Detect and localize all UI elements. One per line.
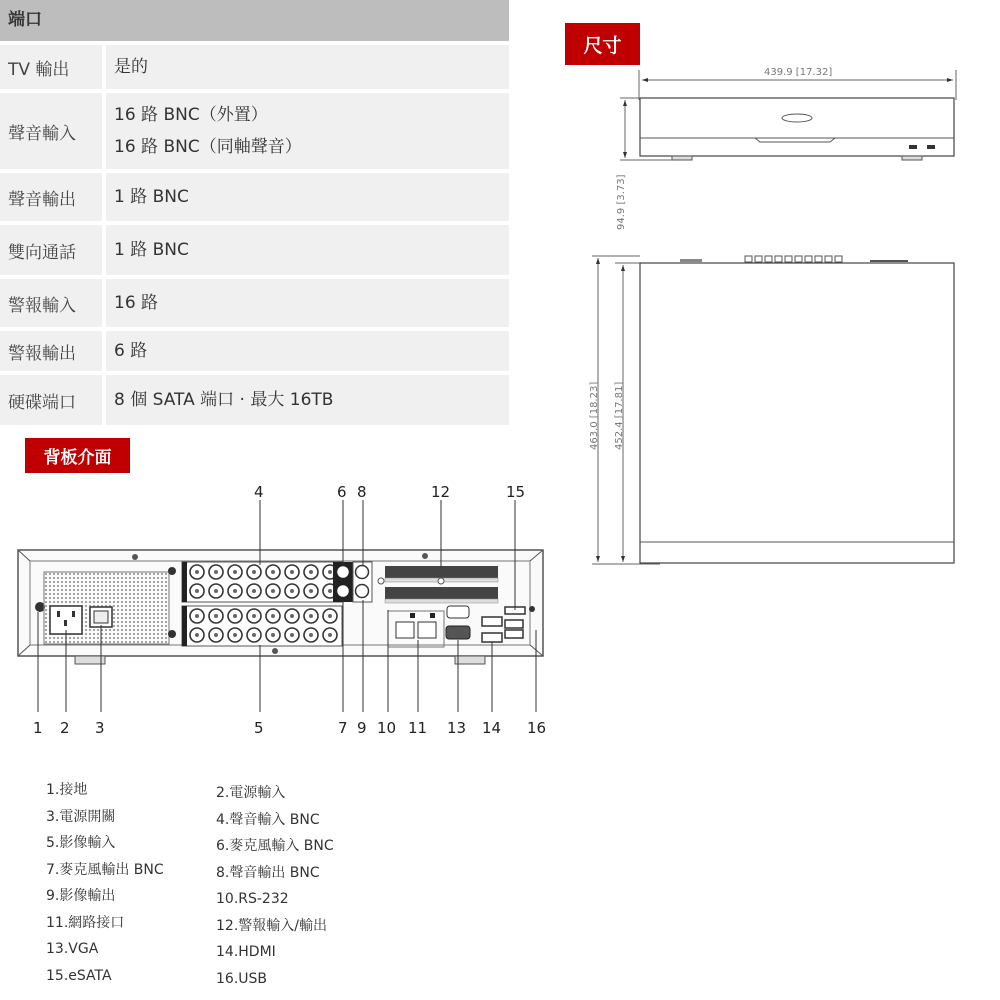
spec-row [0, 45, 509, 89]
spec-label: 聲音輸入 [0, 93, 102, 169]
legend-item: 10.RS-232 [216, 891, 289, 907]
spec-value: 16 路 [106, 279, 509, 327]
legend-item: 1.接地 [46, 782, 88, 798]
callout-4: 4 [254, 483, 264, 501]
callout-8: 8 [357, 483, 367, 501]
callout-11: 11 [408, 719, 428, 737]
rear-panel-title: 背板介面 [25, 438, 130, 473]
rear-panel-diagram [0, 480, 560, 740]
callout-10: 10 [377, 719, 397, 737]
spec-label: 硬碟端口 [0, 375, 102, 425]
spec-label: 警報輸出 [0, 331, 102, 371]
spec-row [0, 375, 509, 425]
spec-label: TV 輸出 [0, 45, 102, 89]
port-spec-table [0, 0, 509, 425]
depth-inner-dimension-label: 452.4 [17.81] [614, 381, 625, 450]
legend-right-column [216, 780, 334, 992]
spec-value: 8 個 SATA 端口 · 最大 16TB [106, 375, 509, 425]
callout-15: 15 [506, 483, 526, 501]
legend-item: 14.HDMI [216, 944, 276, 960]
spec-value: 6 路 [106, 331, 509, 371]
legend-item: 8.聲音輸出 BNC [216, 864, 320, 881]
spec-value: 1 路 BNC [106, 225, 509, 275]
callout-6: 6 [337, 483, 347, 501]
callout-16: 16 [527, 719, 547, 737]
spec-row [0, 93, 509, 169]
callout-14: 14 [482, 719, 502, 737]
legend-item: 15.eSATA [46, 967, 112, 984]
callout-12: 12 [431, 483, 451, 501]
legend-item: 13.VGA [46, 941, 99, 957]
callout-1: 1 [33, 719, 43, 737]
spec-label: 雙向通話 [0, 225, 102, 275]
spec-row [0, 331, 509, 371]
dimension-diagram [580, 60, 980, 580]
spec-label: 聲音輸出 [0, 173, 102, 221]
spec-row [0, 173, 509, 221]
callout-9: 9 [357, 719, 367, 737]
width-dimension-label: 439.9 [17.32] [764, 67, 833, 78]
legend-item: 11.網路接口 [46, 914, 125, 931]
legend-left-column [46, 777, 164, 989]
legend-item: 7.麥克風輸出 BNC [46, 861, 164, 878]
spec-value: 是的 [106, 45, 509, 89]
callout-13: 13 [447, 719, 467, 737]
legend-item: 2.電源輸入 [216, 785, 286, 801]
depth-outer-dimension-label: 463.0 [18.23] [589, 381, 600, 450]
height-dimension-label: 94.9 [3.73] [616, 174, 627, 230]
spec-table-title: 端口 [0, 0, 509, 41]
spec-label: 警報輸入 [0, 279, 102, 327]
dimensions-title: 尺寸 [565, 23, 640, 65]
legend-item: 6.麥克風輸入 BNC [216, 838, 334, 854]
spec-value: 1 路 BNC [106, 173, 509, 221]
callout-3: 3 [95, 719, 105, 737]
callout-2: 2 [60, 719, 70, 737]
legend-item: 16.USB [216, 970, 268, 987]
legend-item: 3.電源開關 [46, 808, 116, 825]
spec-value: 16 路 BNC（外置） 16 路 BNC（同軸聲音） [106, 93, 509, 169]
legend-item: 12.警報輸入/輸出 [216, 917, 327, 934]
spec-row [0, 225, 509, 275]
callout-5: 5 [254, 719, 264, 737]
spec-row [0, 279, 509, 327]
legend-item: 4.聲音輸入 BNC [216, 811, 320, 828]
legend-item: 5.影像輸入 [46, 835, 116, 851]
legend-item: 9.影像輸出 [46, 888, 116, 904]
callout-7: 7 [338, 719, 348, 737]
